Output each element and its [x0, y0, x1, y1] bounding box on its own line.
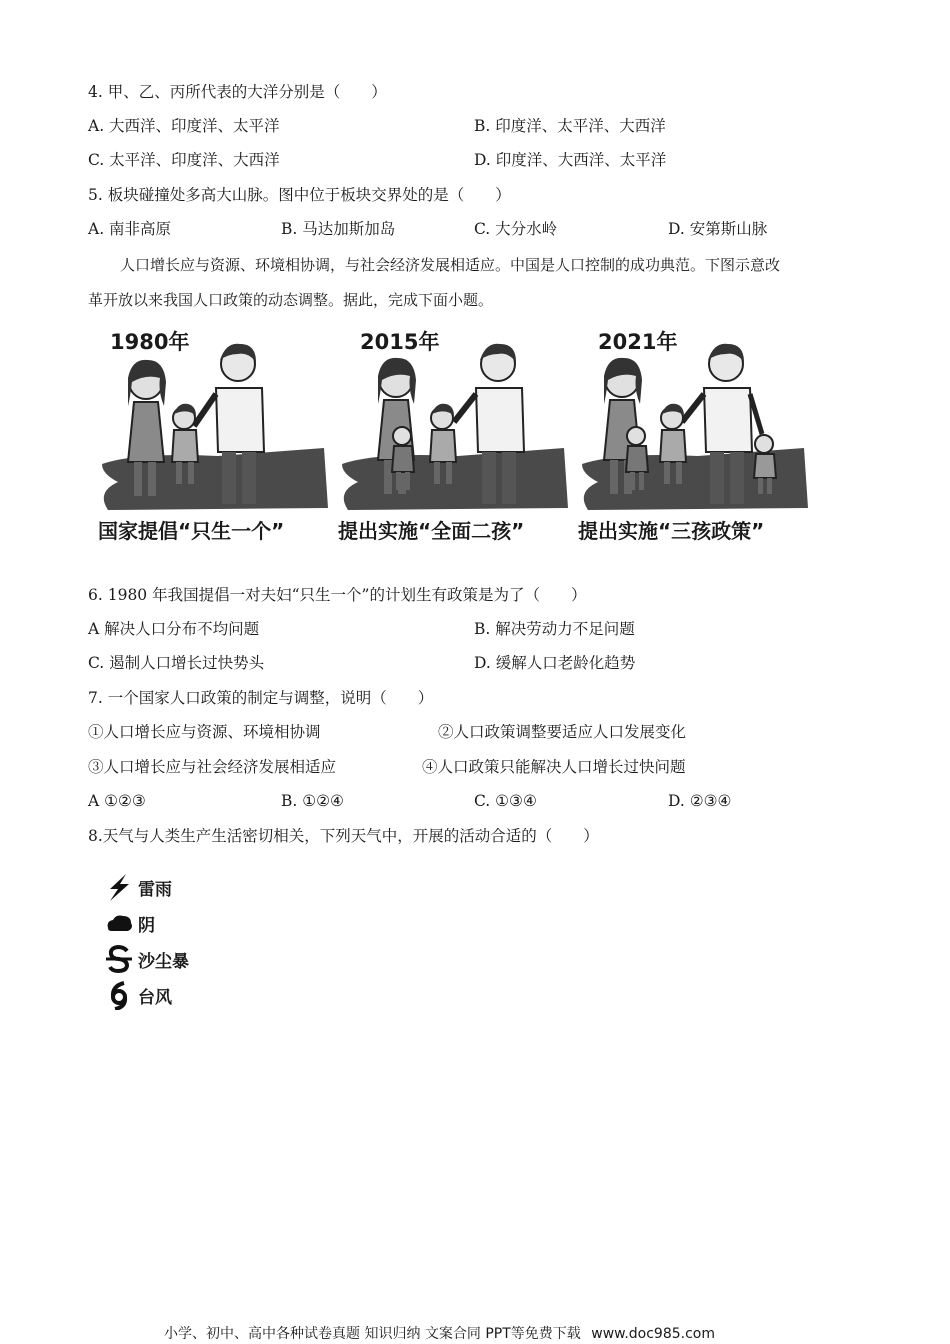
panel-caption: 提出实施“三孩政策” — [578, 519, 765, 543]
legend-item-overcast — [104, 908, 155, 938]
typhoon-icon — [104, 980, 134, 1010]
panel-year: 1980年 — [110, 330, 190, 354]
legend-label: 阴 — [138, 915, 155, 936]
q4-option-d: D. 印度洋、大西洋、太平洋 — [474, 151, 667, 169]
panel-year: 2021年 — [598, 330, 678, 354]
panel-year: 2015年 — [360, 330, 440, 354]
panel-1980 — [98, 322, 330, 552]
legend-item-typhoon — [104, 980, 172, 1010]
q7-statement-4: ④人口政策只能解决人口增长过快问题 — [422, 758, 686, 776]
panel-2021 — [578, 322, 810, 552]
q7-option-a: A ①②③ — [88, 792, 146, 810]
legend-label: 台风 — [138, 987, 172, 1008]
footer-text: 小学、初中、高中各种试卷真题 知识归纳 文案合同 PPT等免费下载 — [164, 1326, 581, 1342]
q7-statement-3: ③人口增长应与社会经济发展相适应 — [88, 758, 337, 776]
intro-line-1: 人口增长应与资源、环境相协调，与社会经济发展相适应。中国是人口控制的成功典范。下图示意改 — [120, 256, 781, 274]
legend-label: 沙尘暴 — [138, 951, 189, 972]
footer-url[interactable]: www.doc985.com — [591, 1326, 715, 1342]
panel-caption: 提出实施“全面二孩” — [338, 519, 525, 543]
q4-option-a: A. 大西洋、印度洋、太平洋 — [88, 117, 280, 135]
legend-label: 雷雨 — [138, 879, 172, 900]
q4-option-c: C. 太平洋、印度洋、大西洋 — [88, 151, 280, 169]
weather-legend — [104, 870, 234, 1016]
population-policy-figure — [98, 322, 814, 552]
q7-option-c: C. ①③④ — [474, 792, 537, 810]
q7-option-d: D. ②③④ — [668, 792, 732, 810]
q5-option-a: A. 南非高原 — [88, 220, 172, 238]
overcast-icon — [104, 908, 134, 938]
q5-option-b: B. 马达加斯加岛 — [281, 220, 396, 238]
q5-stem: 5. 板块碰撞处多高大山脉。图中位于板块交界处的是（ ） — [88, 186, 511, 204]
q7-statement-1: ①人口增长应与资源、环境相协调 — [88, 723, 321, 741]
panel-2015 — [338, 322, 570, 552]
q5-option-d: D. 安第斯山脉 — [668, 220, 768, 238]
q6-option-b: B. 解决劳动力不足问题 — [474, 620, 635, 638]
family-illustration-2021 — [578, 322, 814, 512]
legend-item-sandstorm — [104, 944, 189, 974]
family-illustration-1980 — [98, 322, 330, 512]
q4-stem: 4. 甲、乙、丙所代表的大洋分别是（ ） — [88, 83, 387, 101]
q7-stem: 7. 一个国家人口政策的制定与调整，说明（ ） — [88, 689, 434, 707]
sandstorm-icon — [104, 944, 134, 974]
q7-option-b: B. ①②④ — [281, 792, 344, 810]
family-illustration-2015 — [338, 322, 570, 512]
thunderstorm-icon — [104, 872, 134, 902]
page-footer — [164, 1323, 721, 1343]
q5-option-c: C. 大分水岭 — [474, 220, 558, 238]
q7-statement-2: ②人口政策调整要适应人口发展变化 — [438, 723, 687, 741]
panel-caption: 国家提倡“只生一个” — [98, 519, 285, 543]
q6-option-c: C. 遏制人口增长过快势头 — [88, 654, 265, 672]
q6-option-d: D. 缓解人口老龄化趋势 — [474, 654, 636, 672]
legend-item-thunderstorm — [104, 872, 172, 902]
q6-stem: 6. 1980 年我国提倡一对夫妇“只生一个”的计划生有政策是为了（ ） — [88, 586, 587, 604]
q6-option-a: A 解决人口分布不均问题 — [88, 620, 260, 638]
q4-option-b: B. 印度洋、太平洋、大西洋 — [474, 117, 666, 135]
q8-stem: 8.天气与人类生产生活密切相关，下列天气中，开展的活动合适的（ ） — [88, 827, 599, 845]
intro-line-2: 革开放以来我国人口政策的动态调整。据此，完成下面小题。 — [88, 291, 494, 309]
